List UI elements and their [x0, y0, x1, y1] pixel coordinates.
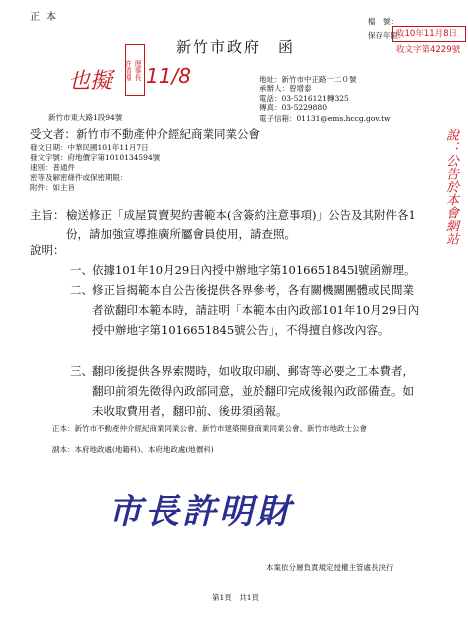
director-seal-name: 許清淵: [124, 59, 132, 81]
item-number: 二、: [70, 283, 93, 297]
page-number: 第1頁 共1頁: [212, 593, 260, 602]
delivery-speed: 速別：普通件: [30, 163, 75, 172]
item-number: 三、: [70, 364, 93, 378]
issue-date: 發文日期：中華民國101年11月7日: [30, 143, 149, 152]
sender-contact: 承辦人：曾增泰: [259, 84, 312, 93]
page-title: 新竹市政府 函: [176, 38, 296, 56]
recipient-address: 新竹市東大路1段94號: [48, 113, 123, 122]
original-copies-list: 正本：新竹市不動產仲介經紀商業同業公會、新竹市建築開發商業同業公會、新竹市地政士公會: [52, 424, 367, 433]
sender-phone: 電話：03-5216121轉325: [259, 94, 349, 103]
handwritten-approval: 也擬: [68, 69, 113, 94]
handwritten-date: 11/8: [146, 64, 191, 88]
received-number-stamp: 收文字第4229號: [396, 45, 461, 55]
sender-email: 電子信箱：01131@ems.hccg.gov.tw: [259, 114, 391, 123]
director-seal-stamp: [125, 44, 145, 96]
sender-fax: 傳真：03-5229880: [259, 103, 327, 112]
mayor-signature-stamp: 市長許明財: [108, 492, 293, 532]
recipient: 受文者：新竹市不動產仲介經紀商業同業公會: [30, 127, 260, 141]
sender-address: 地址：新竹市中正路一二０號: [259, 75, 357, 84]
secrecy-level: 密等及解密條件或保密期限：: [30, 173, 128, 182]
item-number: 一、: [70, 263, 93, 277]
cc-list: 副本：本府地政處(地籍科)、本府地政處(地價科): [52, 445, 214, 454]
archive-number-label: 檔 號：: [368, 17, 398, 26]
subject-text: 檢送修正「成屋買賣契約書範本(含簽約注意事項)」公告及其附件各1份，請加強宣導推廣所屬會員使用，請查照。: [66, 208, 416, 241]
copy-label: 正本: [30, 12, 62, 23]
description-label: 說明：: [30, 243, 65, 257]
issue-number: 發文字號：府地價字第1010134594號: [30, 153, 161, 162]
delegation-note: 本案依分層負責規定授權主管處長決行: [266, 563, 394, 572]
attachment: 附件：如主旨: [30, 183, 75, 192]
subject-label: 主旨：: [30, 208, 65, 222]
keep-years-label: 保存年限：: [368, 31, 406, 40]
received-date-stamp: 收10年11月8日: [392, 26, 466, 42]
item-text: 修正旨揭範本自公告後提供各界參考，各有關機關團體或民間業者欲翻印本範本時，請註明「本範本由內政部101年10月29日內授中辦地字第1016651845號公告」，不得擅自修改內容。: [92, 283, 420, 337]
director-seal-title: 理事長: [134, 59, 142, 81]
item-text: 依據101年10月29日內授中辦地字第1016651845l號函辦理。: [92, 263, 416, 277]
item-text: 翻印後提供各界索閱時，如收取印刷、郵寄等必要之工本費者，翻印前須先徵得內政部同意，並於翻印完成後報內政部備查。如未收取費用者，翻印前、後毋須函報。: [92, 364, 414, 418]
handwritten-vertical-note: 說：公告於本會網站: [443, 128, 458, 245]
